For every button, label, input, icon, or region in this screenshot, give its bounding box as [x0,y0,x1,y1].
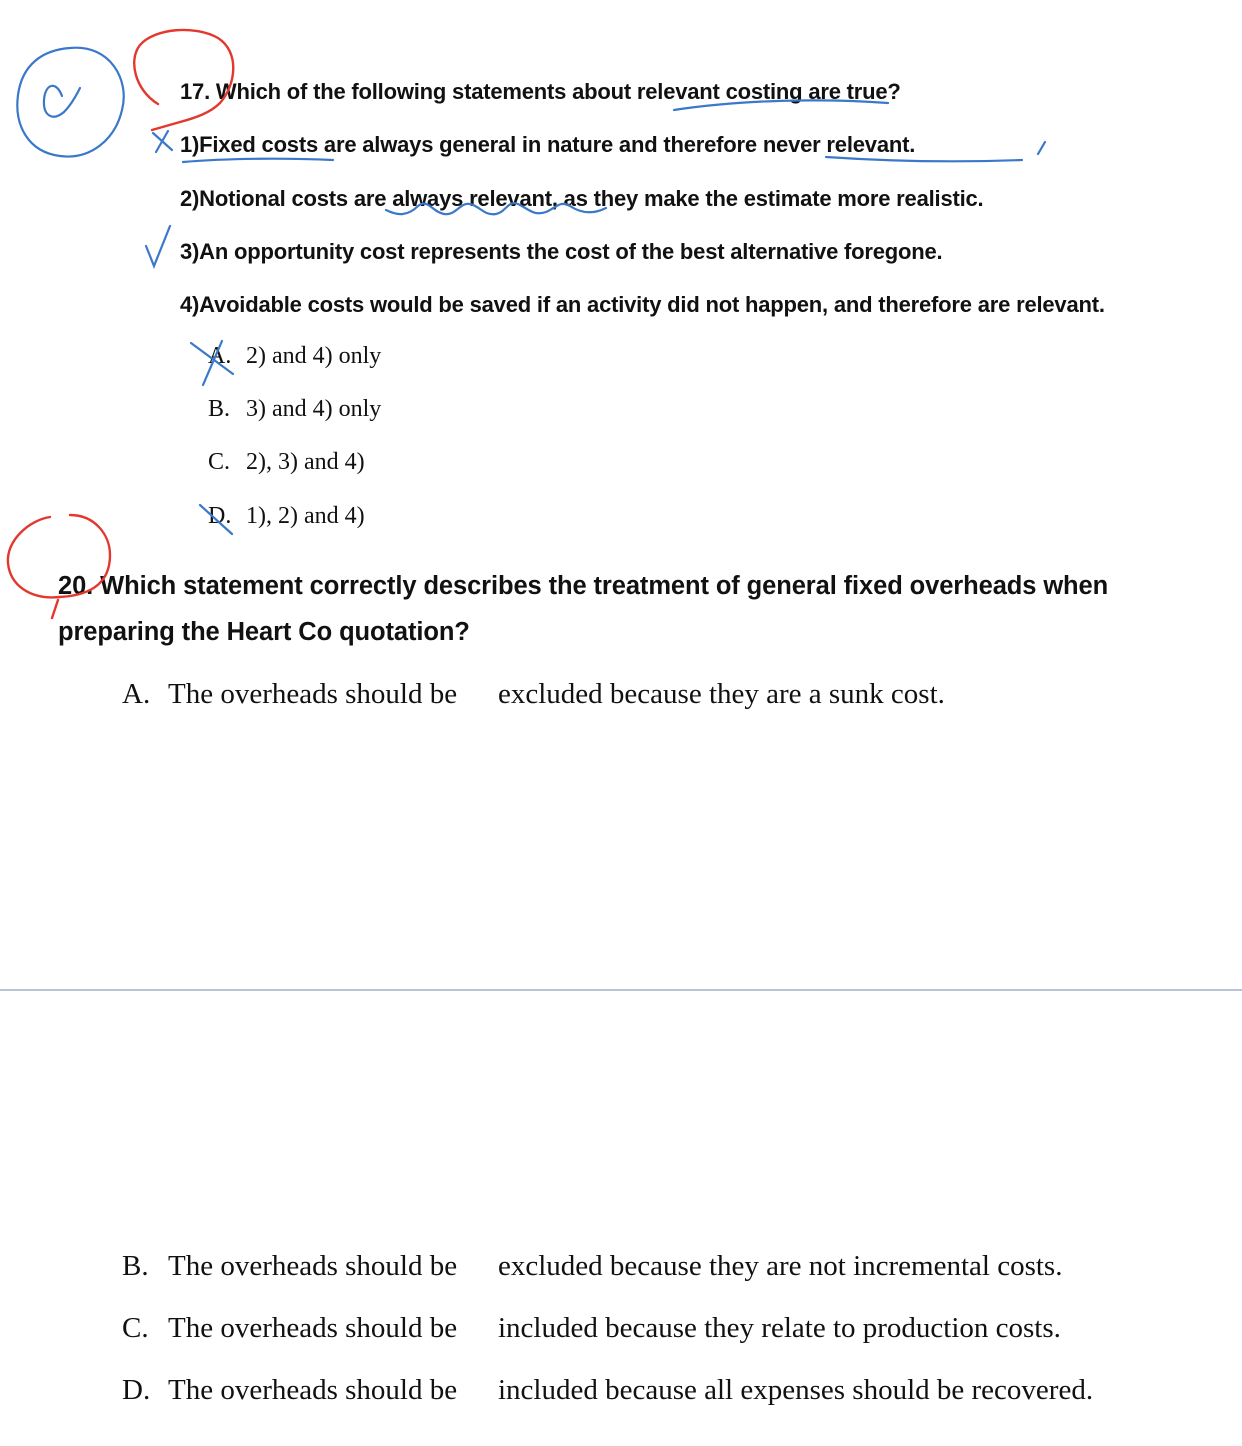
option-text: included because they relate to production costs. [498,1312,1061,1344]
option-label: D. [208,503,232,529]
option-text: 2), 3) and 4) [246,449,365,475]
statement-4: 4)Avoidable costs would be saved if an activity did not happen, and therefore are relevant. [180,292,1105,317]
option-text: included because all expenses should be recovered. [498,1374,1094,1406]
cross-mark-icon [153,131,172,152]
tick-small-icon [1038,142,1045,154]
option-prefix: The overheads should be [168,1312,458,1344]
handwritten-c-letter-icon [44,86,80,117]
blue-circle-icon [17,48,123,157]
option-text: excluded because they are not incremental costs. [498,1250,1063,1282]
question-20-title-line2: preparing the Heart Co quotation? [58,618,470,646]
statement-3: 3)An opportunity cost represents the cost of the best alternative foregone. [180,239,943,264]
option-text: excluded because they are a sunk cost. [498,678,945,710]
q20-option-b[interactable] [122,1250,1062,1283]
q20-option-a[interactable] [122,678,945,711]
option-text: 2) and 4) only [246,343,382,369]
option-text: 1), 2) and 4) [246,503,365,529]
option-label: C. [208,449,231,475]
check-mark-icon [146,226,170,266]
red-circle-q20-icon [8,515,110,618]
underline-fixed-costs [183,159,333,162]
q20-option-d[interactable] [122,1374,1093,1407]
option-label: C. [122,1312,149,1344]
q17-option-c[interactable] [208,449,365,476]
option-label: A. [122,678,151,710]
q17-option-b[interactable] [208,396,381,423]
q20-option-c[interactable] [122,1312,1061,1345]
q17-option-d[interactable] [208,503,365,530]
option-text: 3) and 4) only [246,396,382,422]
statement-2: 2)Notional costs are always relevant, as they make the estimate more realistic. [180,186,984,211]
q17-option-a[interactable] [208,343,381,370]
option-label: D. [122,1374,151,1406]
question-17-title: 17. Which of the following statements about relevant costing are true? [180,79,901,104]
statement-1: 1)Fixed costs are always general in nature and therefore never relevant. [180,132,916,157]
option-label: A. [208,343,232,369]
option-prefix: The overheads should be [168,1374,458,1406]
option-label: B. [122,1250,149,1282]
page-divider [0,989,1242,991]
option-prefix: The overheads should be [168,1250,458,1282]
option-label: B. [208,396,231,422]
question-20-title-line1: 20. Which statement correctly describes the treatment of general fixed overheads when [58,572,1109,600]
option-prefix: The overheads should be [168,678,458,710]
